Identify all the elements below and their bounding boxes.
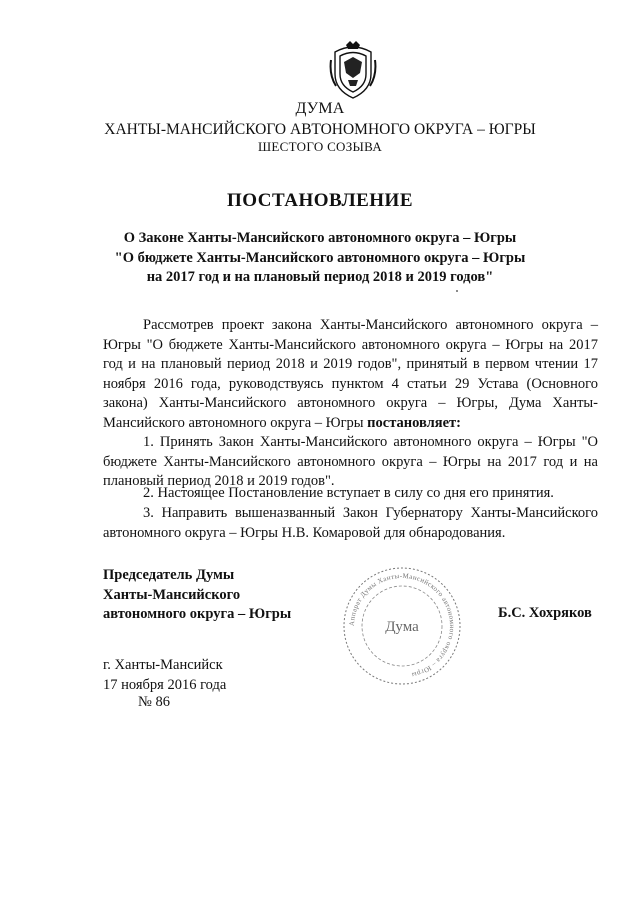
preamble-paragraph — [103, 316, 598, 434]
document-type-title: ПОСТАНОВЛЕНИЕ — [226, 190, 414, 211]
resolution-item-1: 1. Принять Закон Ханты-Мансийского автономного округа – Югры "О бюджете Ханты-Мансийского автономного округа – Югры на 2017 год и на плановый период 2018 и 2019 годов". — [103, 434, 598, 490]
document-date: 17 ноября 2016 года — [103, 676, 227, 693]
document-number: № 86 — [138, 694, 170, 710]
scan-speck — [456, 290, 458, 292]
document-subject — [0, 229, 640, 288]
convocation-label: ШЕСТОГО СОЗЫВА — [257, 139, 383, 154]
seal-ring-text: Аппарат Думы Ханты-Мансийского автономного округа – Югры — [347, 571, 457, 680]
signatory-position — [103, 566, 291, 625]
document-place: г. Ханты-Мансийск — [103, 657, 223, 673]
position-line: Председатель Думы — [103, 567, 235, 583]
official-seal — [341, 565, 463, 687]
document-place-date — [103, 656, 226, 695]
resolution-item-2: 2. Настоящее Постановление вступает в силу со дня его принятия. — [143, 485, 554, 501]
subject-line: "О бюджете Ханты-Мансийского автономного округа – Югры — [114, 249, 526, 266]
subject-line: на 2017 год и на плановый период 2018 и 2019 годов" — [146, 269, 494, 285]
coat-of-arms-icon — [328, 40, 378, 102]
preamble-resolution-word: постановляет: — [367, 414, 461, 431]
signatory-name: Б.С. Хохряков — [498, 605, 592, 621]
seal-center-text: Дума — [385, 619, 419, 635]
preamble-text: Рассмотрев проект закона Ханты-Мансийского автономного округа – Югры "О бюджете Ханты-Мансийского автономного округа – Югры на 2017 год и на плановый период 2018 и 2019 годов", принятый в первом чтении 17 ноября 2016 года, руководствуясь пунктом 4 статьи 29 Устава (Основного закона) Ханты-Мансийского автономного округа – Югры, Дума Ханты-Мансийского автономного округа – Югры — [103, 317, 598, 431]
position-line: автономного округа – Югры — [103, 606, 292, 623]
position-line: Ханты-Мансийского — [103, 586, 241, 603]
subject-line: О Законе Ханты-Мансийского автономного округа – Югры — [123, 230, 517, 246]
org-name-duma: ДУМА — [295, 100, 345, 117]
org-name-region: ХАНТЫ-МАНСИЙСКОГО АВТОНОМНОГО ОКРУГА – ЮГРЫ — [104, 121, 536, 138]
resolution-item-3: 3. Направить вышеназванный Закон Губернатору Ханты-Мансийского автономного округа – Югры Н.В. Комаровой для обнародования. — [103, 505, 598, 541]
